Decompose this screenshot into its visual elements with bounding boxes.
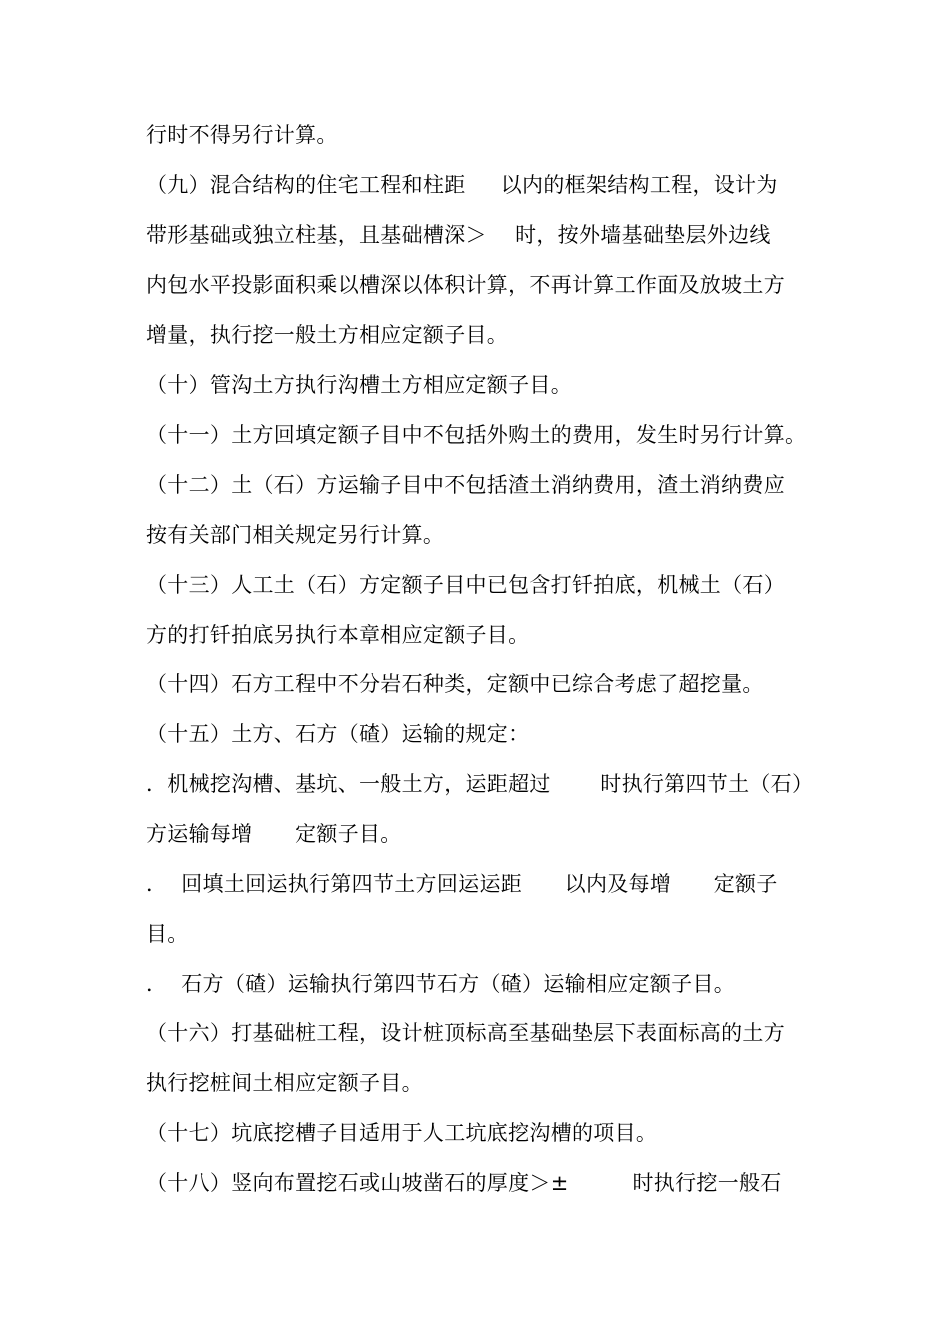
text-line-20: 执行挖桩间土相应定额子目。 (146, 1071, 423, 1095)
text-line-3: 带形基础或独立柱基，且基础槽深＞ 时，按外墙基础垫层外边线 (146, 223, 771, 247)
text-line-8: （十二）土（石）方运输子目中不包括渣土消纳费用，渣土消纳费应 (146, 473, 785, 497)
text-line-22: （十八）竖向布置挖石或山坡凿石的厚度＞± 时执行挖一般石 (146, 1171, 782, 1195)
text-line-12: （十四）石方工程中不分岩石种类，定额中已综合考虑了超挖量。 (146, 672, 764, 696)
text-line-7: （十一）土方回填定额子目中不包括外购土的费用，发生时另行计算。 (146, 423, 807, 447)
text-line-10: （十三）人工土（石）方定额子目中已包含打钎拍底，机械土（石） (146, 573, 785, 597)
text-line-5: 增量，执行挖一般土方相应定额子目。 (146, 323, 509, 347)
text-line-4: 内包水平投影面积乘以槽深以体积计算，不再计算工作面及放坡土方 (146, 273, 785, 297)
text-line-19: （十六）打基础桩工程，设计桩顶标高至基础垫层下表面标高的土方 (146, 1021, 785, 1045)
text-line-21: （十七）坑底挖槽子目适用于人工坑底挖沟槽的项目。 (146, 1121, 658, 1145)
text-line-6: （十）管沟土方执行沟槽土方相应定额子目。 (146, 373, 572, 397)
text-line-13: （十五）土方、石方（碴）运输的规定： (146, 722, 530, 746)
text-line-15: 方运输每增 定额子目。 (146, 822, 402, 846)
text-line-9: 按有关部门相关规定另行计算。 (146, 523, 445, 547)
text-line-16: ． 回填土回运执行第四节土方回运运距 以内及每增 定额子 (146, 872, 778, 896)
text-line-1: 行时不得另行计算。 (146, 123, 338, 147)
text-line-14: ．机械挖沟槽、基坑、一般土方，运距超过 时执行第四节土（石） (146, 772, 814, 796)
text-line-18: ． 石方（碴）运输执行第四节石方（碴）运输相应定额子目。 (146, 972, 736, 996)
text-line-11: 方的打钎拍底另执行本章相应定额子目。 (146, 623, 530, 647)
text-line-17: 目。 (146, 922, 189, 946)
text-line-2: （九）混合结构的住宅工程和柱距 以内的框架结构工程，设计为 (146, 173, 778, 197)
